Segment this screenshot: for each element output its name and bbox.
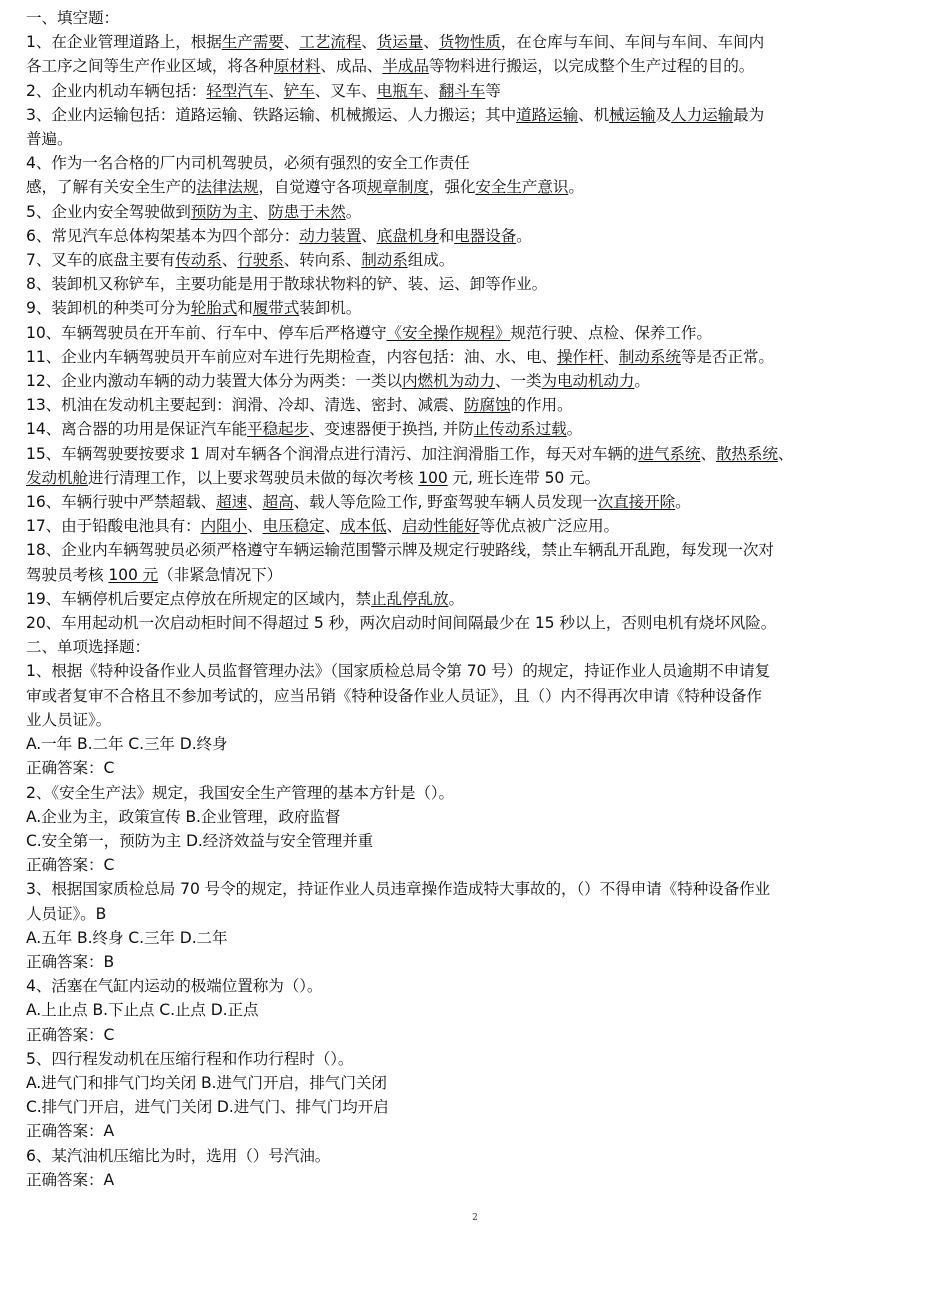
text-run: 7、叉车的底盘主要有 bbox=[26, 251, 176, 270]
text-line bbox=[26, 1168, 924, 1192]
underlined-answer: 100 bbox=[418, 468, 448, 487]
text-run: 二、单项选择题： bbox=[26, 638, 150, 657]
text-line bbox=[26, 611, 924, 635]
text-line bbox=[26, 127, 924, 151]
text-run: 和 bbox=[438, 226, 455, 245]
text-run: 。 bbox=[568, 178, 584, 197]
underlined-answer: 内阻小 bbox=[200, 517, 248, 536]
text-run: 6、常见汽车总体构架基本为四个部分： bbox=[26, 226, 300, 245]
text-run: 装卸机。 bbox=[299, 299, 362, 318]
text-run: A.一年 B.二年 C.三年 D.终身 bbox=[26, 735, 228, 754]
underlined-answer: 100 元 bbox=[108, 565, 159, 584]
text-run: 、变速器便于换挡, 并防 bbox=[309, 420, 474, 439]
text-run: 及 bbox=[655, 105, 672, 124]
underlined-answer: 铲车 bbox=[283, 81, 315, 100]
text-run: 、转向系、 bbox=[283, 251, 362, 270]
text-run: A.进气门和排气门均关闭 B.进气门开启，排气门关闭 bbox=[26, 1073, 387, 1092]
underlined-answer: 货运量 bbox=[376, 33, 424, 52]
text-run: 4、活塞在气缸内运动的极端位置称为（）。 bbox=[26, 977, 323, 996]
text-line bbox=[26, 224, 924, 248]
underlined-answer: 原材料 bbox=[273, 57, 321, 76]
underlined-answer: 超速 bbox=[216, 493, 248, 512]
text-run: 、 bbox=[423, 81, 439, 100]
text-run: ，在仓库与车间、车间与车间、车间内 bbox=[500, 33, 765, 52]
text-run: 的作用。 bbox=[510, 396, 573, 415]
document-body bbox=[26, 6, 924, 1192]
text-line bbox=[26, 950, 924, 974]
text-run: 等 bbox=[485, 81, 501, 100]
text-line bbox=[26, 974, 924, 998]
text-line bbox=[26, 417, 924, 441]
underlined-answer: 电压稳定 bbox=[262, 517, 325, 536]
text-run: 正确答案：C bbox=[26, 856, 115, 875]
text-run: 5、企业内安全驾驶做到 bbox=[26, 202, 191, 221]
underlined-answer: 轮胎式 bbox=[190, 299, 238, 318]
text-run: 。 bbox=[448, 589, 464, 608]
underlined-answer: 电瓶车 bbox=[376, 81, 424, 100]
text-run: 、 bbox=[700, 444, 716, 463]
underlined-answer: 制动系统 bbox=[618, 347, 681, 366]
text-run: 组成。 bbox=[407, 251, 455, 270]
text-run: 13、机油在发动机主要起到：润滑、冷却、清选、密封、减震、 bbox=[26, 396, 464, 415]
text-line bbox=[26, 321, 924, 345]
text-run: ，强化 bbox=[428, 178, 476, 197]
text-run: 1、在企业管理道路上，根据 bbox=[26, 33, 222, 52]
text-run: 正确答案：C bbox=[26, 759, 115, 778]
text-line bbox=[26, 732, 924, 756]
text-run: 19、车辆停机后要定点停放在所规定的区域内，禁 bbox=[26, 589, 372, 608]
text-line bbox=[26, 1095, 924, 1119]
text-run: 、 bbox=[777, 444, 794, 463]
text-run: 16、车辆行驶中严禁超载、 bbox=[26, 493, 217, 512]
text-line bbox=[26, 6, 924, 30]
text-run: 。 bbox=[566, 420, 583, 439]
text-run: 、 bbox=[361, 226, 377, 245]
text-run: 进行清理工作，以上要求驾驶员未做的每次考核 bbox=[87, 468, 419, 487]
text-line bbox=[26, 79, 924, 103]
underlined-answer: 《安全操作规程》 bbox=[386, 323, 511, 342]
text-run: 、 bbox=[283, 33, 300, 52]
text-run: 17、由于铅酸电池具有： bbox=[26, 517, 201, 536]
text-line bbox=[26, 659, 924, 683]
text-run: 元, 班长连带 50 元。 bbox=[447, 468, 601, 487]
text-run: 等是否正常。 bbox=[680, 347, 774, 366]
text-line bbox=[26, 805, 924, 829]
text-run: 审或者复审不合格且不参加考试的，应当吊销《特种设备作业人员证》，且（）内不得再次申请《特种设备作 bbox=[26, 686, 762, 705]
text-line bbox=[26, 587, 924, 611]
underlined-answer: 内燃机为动力 bbox=[402, 372, 495, 391]
text-run: 5、四行程发动机在压缩行程和作功行程时（）。 bbox=[26, 1049, 354, 1068]
underlined-answer: 底盘机身 bbox=[376, 226, 439, 245]
text-run: 等优点被广泛应用。 bbox=[479, 517, 619, 536]
underlined-answer: 履带式 bbox=[252, 299, 300, 318]
text-line bbox=[26, 369, 924, 393]
text-run: 3、企业内运输包括：道路运输、铁路运输、机械搬运、人力搬运；其中 bbox=[26, 105, 517, 124]
text-run: 、机 bbox=[578, 105, 610, 124]
text-run: A.上止点 B.下止点 C.止点 D.正点 bbox=[26, 1001, 259, 1020]
underlined-answer: 安全生产意识 bbox=[475, 178, 569, 197]
underlined-answer: 法律法规 bbox=[196, 178, 259, 197]
underlined-answer: 半成品 bbox=[382, 57, 429, 76]
underlined-answer: 为电动机动力 bbox=[541, 372, 635, 391]
text-run: 、 bbox=[423, 33, 439, 52]
underlined-answer: 操作杆 bbox=[556, 347, 604, 366]
text-line bbox=[26, 877, 924, 901]
underlined-answer: 电器设备 bbox=[454, 226, 517, 245]
text-run: 感，了解有关安全生产的 bbox=[26, 178, 197, 197]
text-line bbox=[26, 684, 924, 708]
text-run: 正确答案：B bbox=[26, 952, 115, 971]
underlined-answer: 传动系 bbox=[175, 251, 222, 270]
underlined-answer: 平稳起步 bbox=[247, 420, 310, 439]
underlined-answer: 超高 bbox=[262, 493, 294, 512]
text-run: C.排气门开启，进气门关闭 D.进气门、排气门均开启 bbox=[26, 1098, 389, 1117]
text-run: 。 bbox=[345, 202, 362, 221]
underlined-answer: 工艺流程 bbox=[299, 33, 362, 52]
text-run: 18、企业内车辆驾驶员必须严格遵守车辆运输范围警示牌及规定行驶路线，禁止车辆乱开乱跑，每发现一次对 bbox=[26, 541, 774, 560]
text-run: 规范行驶、点检、保养工作。 bbox=[510, 323, 712, 342]
underlined-answer: 止乱停乱放 bbox=[371, 589, 449, 608]
text-line bbox=[26, 781, 924, 805]
text-line bbox=[26, 926, 924, 950]
text-run: 最为 bbox=[733, 105, 765, 124]
underlined-answer: 防腐蚀 bbox=[463, 396, 511, 415]
text-run: 15、车辆驾驶要按要求 1 周对车辆各个润滑点进行清污、加注润滑脂工作，每天对车辆的 bbox=[26, 444, 639, 463]
underlined-answer: 启动性能好 bbox=[402, 517, 480, 536]
text-line bbox=[26, 853, 924, 877]
text-run: 正确答案：C bbox=[26, 1025, 115, 1044]
text-line bbox=[26, 103, 924, 127]
text-line bbox=[26, 393, 924, 417]
underlined-answer: 翻斗车 bbox=[438, 81, 486, 100]
text-run: 。 bbox=[675, 493, 691, 512]
text-run: 、 bbox=[386, 517, 403, 536]
text-run: 20、车用起动机一次启动柜时间不得超过 5 秒，两次启动时间间隔最少在 15 秒以上，否则电机有烧坏风险。 bbox=[26, 614, 777, 633]
text-run: 4、作为一名合格的厂内司机驾驶员，必须有强烈的安全工作责任 bbox=[26, 154, 470, 173]
text-line bbox=[26, 54, 924, 78]
text-line bbox=[26, 563, 924, 587]
text-run: ，自觉遵守各项 bbox=[258, 178, 367, 197]
underlined-answer: 成本低 bbox=[340, 517, 387, 536]
text-run: 、 bbox=[324, 517, 341, 536]
underlined-answer: 预防为主 bbox=[190, 202, 253, 221]
text-line bbox=[26, 296, 924, 320]
text-run: 8、装卸机又称铲车，主要功能是用于散球状物料的铲、装、运、卸等作业。 bbox=[26, 275, 548, 294]
underlined-answer: 规章制度 bbox=[366, 178, 429, 197]
text-run: 、 bbox=[361, 33, 377, 52]
text-run: 正确答案：A bbox=[26, 1170, 115, 1189]
text-run: C.安全第一，预防为主 D.经济效益与安全管理并重 bbox=[26, 831, 374, 850]
text-line bbox=[26, 1023, 924, 1047]
text-line bbox=[26, 1071, 924, 1095]
text-run: 人员证》。B bbox=[26, 904, 107, 923]
underlined-answer: 防患于未然 bbox=[268, 202, 346, 221]
text-line bbox=[26, 151, 924, 175]
underlined-answer: 进气系统 bbox=[638, 444, 701, 463]
text-line bbox=[26, 998, 924, 1022]
underlined-answer: 制动系 bbox=[361, 251, 408, 270]
text-run: 各工序之间等生产作业区域，将各种 bbox=[26, 57, 274, 76]
underlined-answer: 械运输 bbox=[609, 105, 656, 124]
text-line bbox=[26, 514, 924, 538]
text-run: 。 bbox=[634, 372, 650, 391]
text-line bbox=[26, 708, 924, 732]
text-run: 10、车辆驾驶员在开车前、行车中、停车后严格遵守 bbox=[26, 323, 387, 342]
text-run: 14、离合器的功用是保证汽车能 bbox=[26, 420, 248, 439]
text-run: 、 bbox=[268, 81, 284, 100]
text-run: 和 bbox=[237, 299, 253, 318]
text-line bbox=[26, 345, 924, 369]
underlined-answer: 轻型汽车 bbox=[206, 81, 269, 100]
text-run: 业人员证》。 bbox=[26, 710, 112, 729]
text-run: A.五年 B.终身 C.三年 D.二年 bbox=[26, 928, 228, 947]
text-run: 3、根据国家质检总局 70 号令的规定，持证作业人员违章操作造成特大事故的，（）不得申请《特种设备作业 bbox=[26, 880, 771, 899]
underlined-answer: 动力装置 bbox=[299, 226, 362, 245]
text-run: （非紧急情况下） bbox=[158, 565, 283, 584]
text-run: 普遍。 bbox=[26, 130, 73, 149]
text-run: A.企业为主，政策宣传 B.企业管理，政府监督 bbox=[26, 807, 341, 826]
text-line bbox=[26, 490, 924, 514]
text-run: 6、某汽油机压缩比为时，选用（）号汽油。 bbox=[26, 1146, 331, 1165]
text-line bbox=[26, 829, 924, 853]
underlined-answer: 次直接开除 bbox=[597, 493, 676, 512]
text-run: 、 bbox=[252, 202, 269, 221]
underlined-answer: 止传动系过载 bbox=[473, 420, 567, 439]
text-run: 9、装卸机的种类可分为 bbox=[26, 299, 191, 318]
text-line bbox=[26, 272, 924, 296]
text-run: 正确答案：A bbox=[26, 1122, 115, 1141]
underlined-answer: 行驶系 bbox=[237, 251, 284, 270]
underlined-answer: 人力运输 bbox=[671, 105, 734, 124]
underlined-answer: 生产需要 bbox=[221, 33, 284, 52]
text-line bbox=[26, 30, 924, 54]
text-run: 等物料进行搬运，以完成整个生产过程的目的。 bbox=[428, 57, 755, 76]
text-run: 、 bbox=[603, 347, 619, 366]
underlined-answer: 货物性质 bbox=[438, 33, 501, 52]
underlined-answer: 散热系统 bbox=[715, 444, 778, 463]
text-run: 驾驶员考核 bbox=[26, 565, 109, 584]
text-line bbox=[26, 442, 924, 466]
text-run: 12、企业内激动车辆的动力装置大体分为两类：一类以 bbox=[26, 372, 402, 391]
text-run: 、 bbox=[247, 493, 263, 512]
text-run: 、成品、 bbox=[320, 57, 383, 76]
text-line bbox=[26, 1144, 924, 1168]
text-line bbox=[26, 248, 924, 272]
text-run: 、一类 bbox=[494, 372, 542, 391]
text-run: 、载人等危险工作, 野蛮驾驶车辆人员发现一 bbox=[293, 493, 598, 512]
text-line bbox=[26, 200, 924, 224]
text-line bbox=[26, 538, 924, 562]
page-number: 2 bbox=[472, 1213, 478, 1223]
underlined-answer: 发动机舱 bbox=[26, 468, 88, 487]
text-line bbox=[26, 1119, 924, 1143]
text-line bbox=[26, 756, 924, 780]
text-line bbox=[26, 175, 924, 199]
text-line bbox=[26, 635, 924, 659]
text-run: 1、根据《特种设备作业人员监督管理办法》（国家质检总局令第 70 号）的规定，持证作业人员逾期不申请复 bbox=[26, 662, 771, 681]
text-run: 。 bbox=[516, 226, 532, 245]
text-run: 2、《安全生产法》规定，我国安全生产管理的基本方针是（）。 bbox=[26, 783, 455, 802]
text-run: 、 bbox=[221, 251, 238, 270]
text-line bbox=[26, 466, 924, 490]
text-run: 2、企业内机动车辆包括： bbox=[26, 81, 207, 100]
text-run: 11、企业内车辆驾驶员开车前应对车进行先期检查，内容包括：油、水、电、 bbox=[26, 347, 557, 366]
text-run: 一、填空题： bbox=[26, 9, 119, 27]
text-line bbox=[26, 902, 924, 926]
underlined-answer: 道路运输 bbox=[516, 105, 579, 124]
text-run: 、 bbox=[247, 517, 263, 536]
text-line bbox=[26, 1047, 924, 1071]
text-run: 、叉车、 bbox=[314, 81, 377, 100]
